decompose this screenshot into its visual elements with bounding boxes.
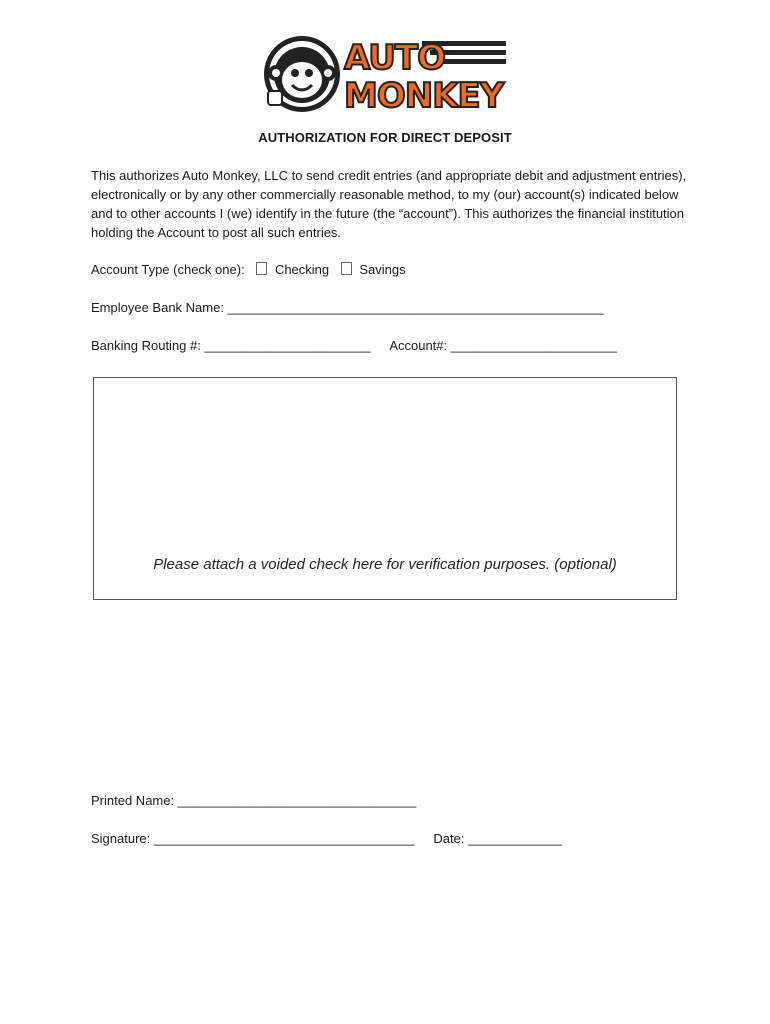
date-field[interactable]: _____________ [468,831,563,846]
checking-checkbox[interactable] [256,262,267,275]
authorization-paragraph: This authorizes Auto Monkey, LLC to send credit entries (and appropriate debit and adjustment entries), electronically or by any other commercially reasonable method, to my (our) account(s) indicated below and to other accounts I (we) identify in the future (the “account”). This authorizes the financial institution holding the Account to post all such entries. [91,168,687,240]
bank-name-field[interactable]: ____________________________________________________ [227,300,604,315]
printed-name-label: Printed Name: [91,793,175,808]
monkey-mascot-icon [262,33,510,115]
account-type-label: Account Type (check one): [91,262,245,277]
account-number-field[interactable]: _______________________ [450,338,618,353]
signature-row [91,831,562,846]
routing-field[interactable]: _______________________ [204,338,371,353]
savings-label: Savings [359,262,406,277]
logo-text-auto: AUTO [344,38,445,78]
date-label: Date: [433,831,465,846]
checking-label: Checking [274,262,330,277]
logo-text-monkey: MONKEY [344,76,504,115]
savings-checkbox[interactable] [341,262,352,275]
account-number-label: Account#: [389,338,448,353]
bank-name-label: Employee Bank Name: [91,300,224,315]
auto-monkey-logo [262,33,510,115]
form-title: AUTHORIZATION FOR DIRECT DEPOSIT [258,130,512,145]
printed-name-row [91,793,416,808]
bank-name-row [91,300,604,315]
printed-name-field[interactable]: _________________________________ [177,793,417,808]
signature-label: Signature: [91,831,151,846]
signature-field[interactable]: ____________________________________ [153,831,415,846]
account-type-row [91,262,406,277]
routing-row [91,338,617,353]
voided-check-attachment-box [93,377,677,600]
routing-label: Banking Routing #: [91,338,201,353]
voided-check-note: Please attach a voided check here for verification purposes. (optional) [153,556,617,573]
